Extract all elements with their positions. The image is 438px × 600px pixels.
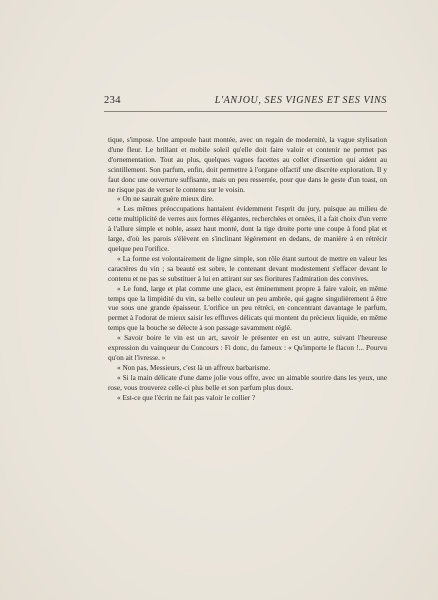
paragraph: « Non pas, Messieurs, c'est là un affreux barbarisme. [117, 363, 271, 372]
paragraph: « Le fond, large et plat comme une glace, est éminemment propre à faire valoir, en même temps que la limpidité du vin, sa belle couleur un peu ambrée, qui gagne singulièrement à être vue sous une grande épaisseur. L'orifice un peu rétréci, en concentrant davantage le parfum, permet à l'odorat de mieux saisir les effluves délicats qui montent du précieux liquide, en même temps que la bouche se délecte à son passage savamment réglé. [108, 284, 387, 333]
page-header [104, 95, 387, 109]
paragraph: « Les mêmes préoccupations hantaient évidemment l'esprit du jury, puisque au milieu de cette multiplicité de verres aux formes élégantes, recherchées et ornées, il a fait choix d'un verre à l'allure simple et noble, assez haut monté, dont la tige droite porte une coupe à fond plat et large, d'où les parois s'élèvent en s'inclinant légèrement en dedans, de manière à en rétrécir quelque peu l'orifice. [108, 205, 387, 253]
body-text [108, 136, 387, 403]
paragraph: tique, s'impose. Une ampoule haut montée, avec un regain de modernité, la vague stylisation d'une fleur. Le brillant et mobile soleil qu'elle doit faire valoir et contenir ne permet pas d'ornementation. Tout au plus, quelques vagues facettes au collet d'insertion qui aident au scintillement. Son parfum, enfin, doit permettre à l'organe olfactif une discrète exploration. Il y faut donc une ouverture suffisante, mais un peu resserrée, pour que dans le geste d'un toast, on ne risque pas de verser le contenu sur le voisin. [108, 136, 387, 194]
running-title: L'ANJOU, SES VIGNES ET SES VINS [214, 95, 387, 106]
paragraph: « Savoir boire le vin est un art, savoir le présenter en est un autre, suivant l'heureuse expression du vainqueur du Concours : Fi donc, du fameux : « Qu'importe le flacon !... Pourvu qu'on ait l'ivresse. » [108, 334, 387, 362]
paragraph: « Est-ce que l'écrin ne fait pas valoir le collier ? [117, 393, 256, 402]
paragraph: « Si la main délicate d'une dame jolie vous offre, avec un aimable sourire dans les yeux, une rose, vous trouverez celle-ci plus belle et son parfum plus doux. [108, 373, 387, 392]
paragraph: « La forme est volontairement de ligne simple, son rôle étant surtout de mettre en valeur les caractères du vin ; sa beauté est sobre, le contenant devant modestement s'effacer devant le contenu et ne pas se substituer à lui en attirant sur ses fioritures l'admiration des convives. [108, 254, 387, 283]
paragraph: « On ne saurait guère mieux dire. [117, 195, 214, 204]
header-rule [104, 111, 387, 112]
page-number: 234 [104, 95, 121, 106]
